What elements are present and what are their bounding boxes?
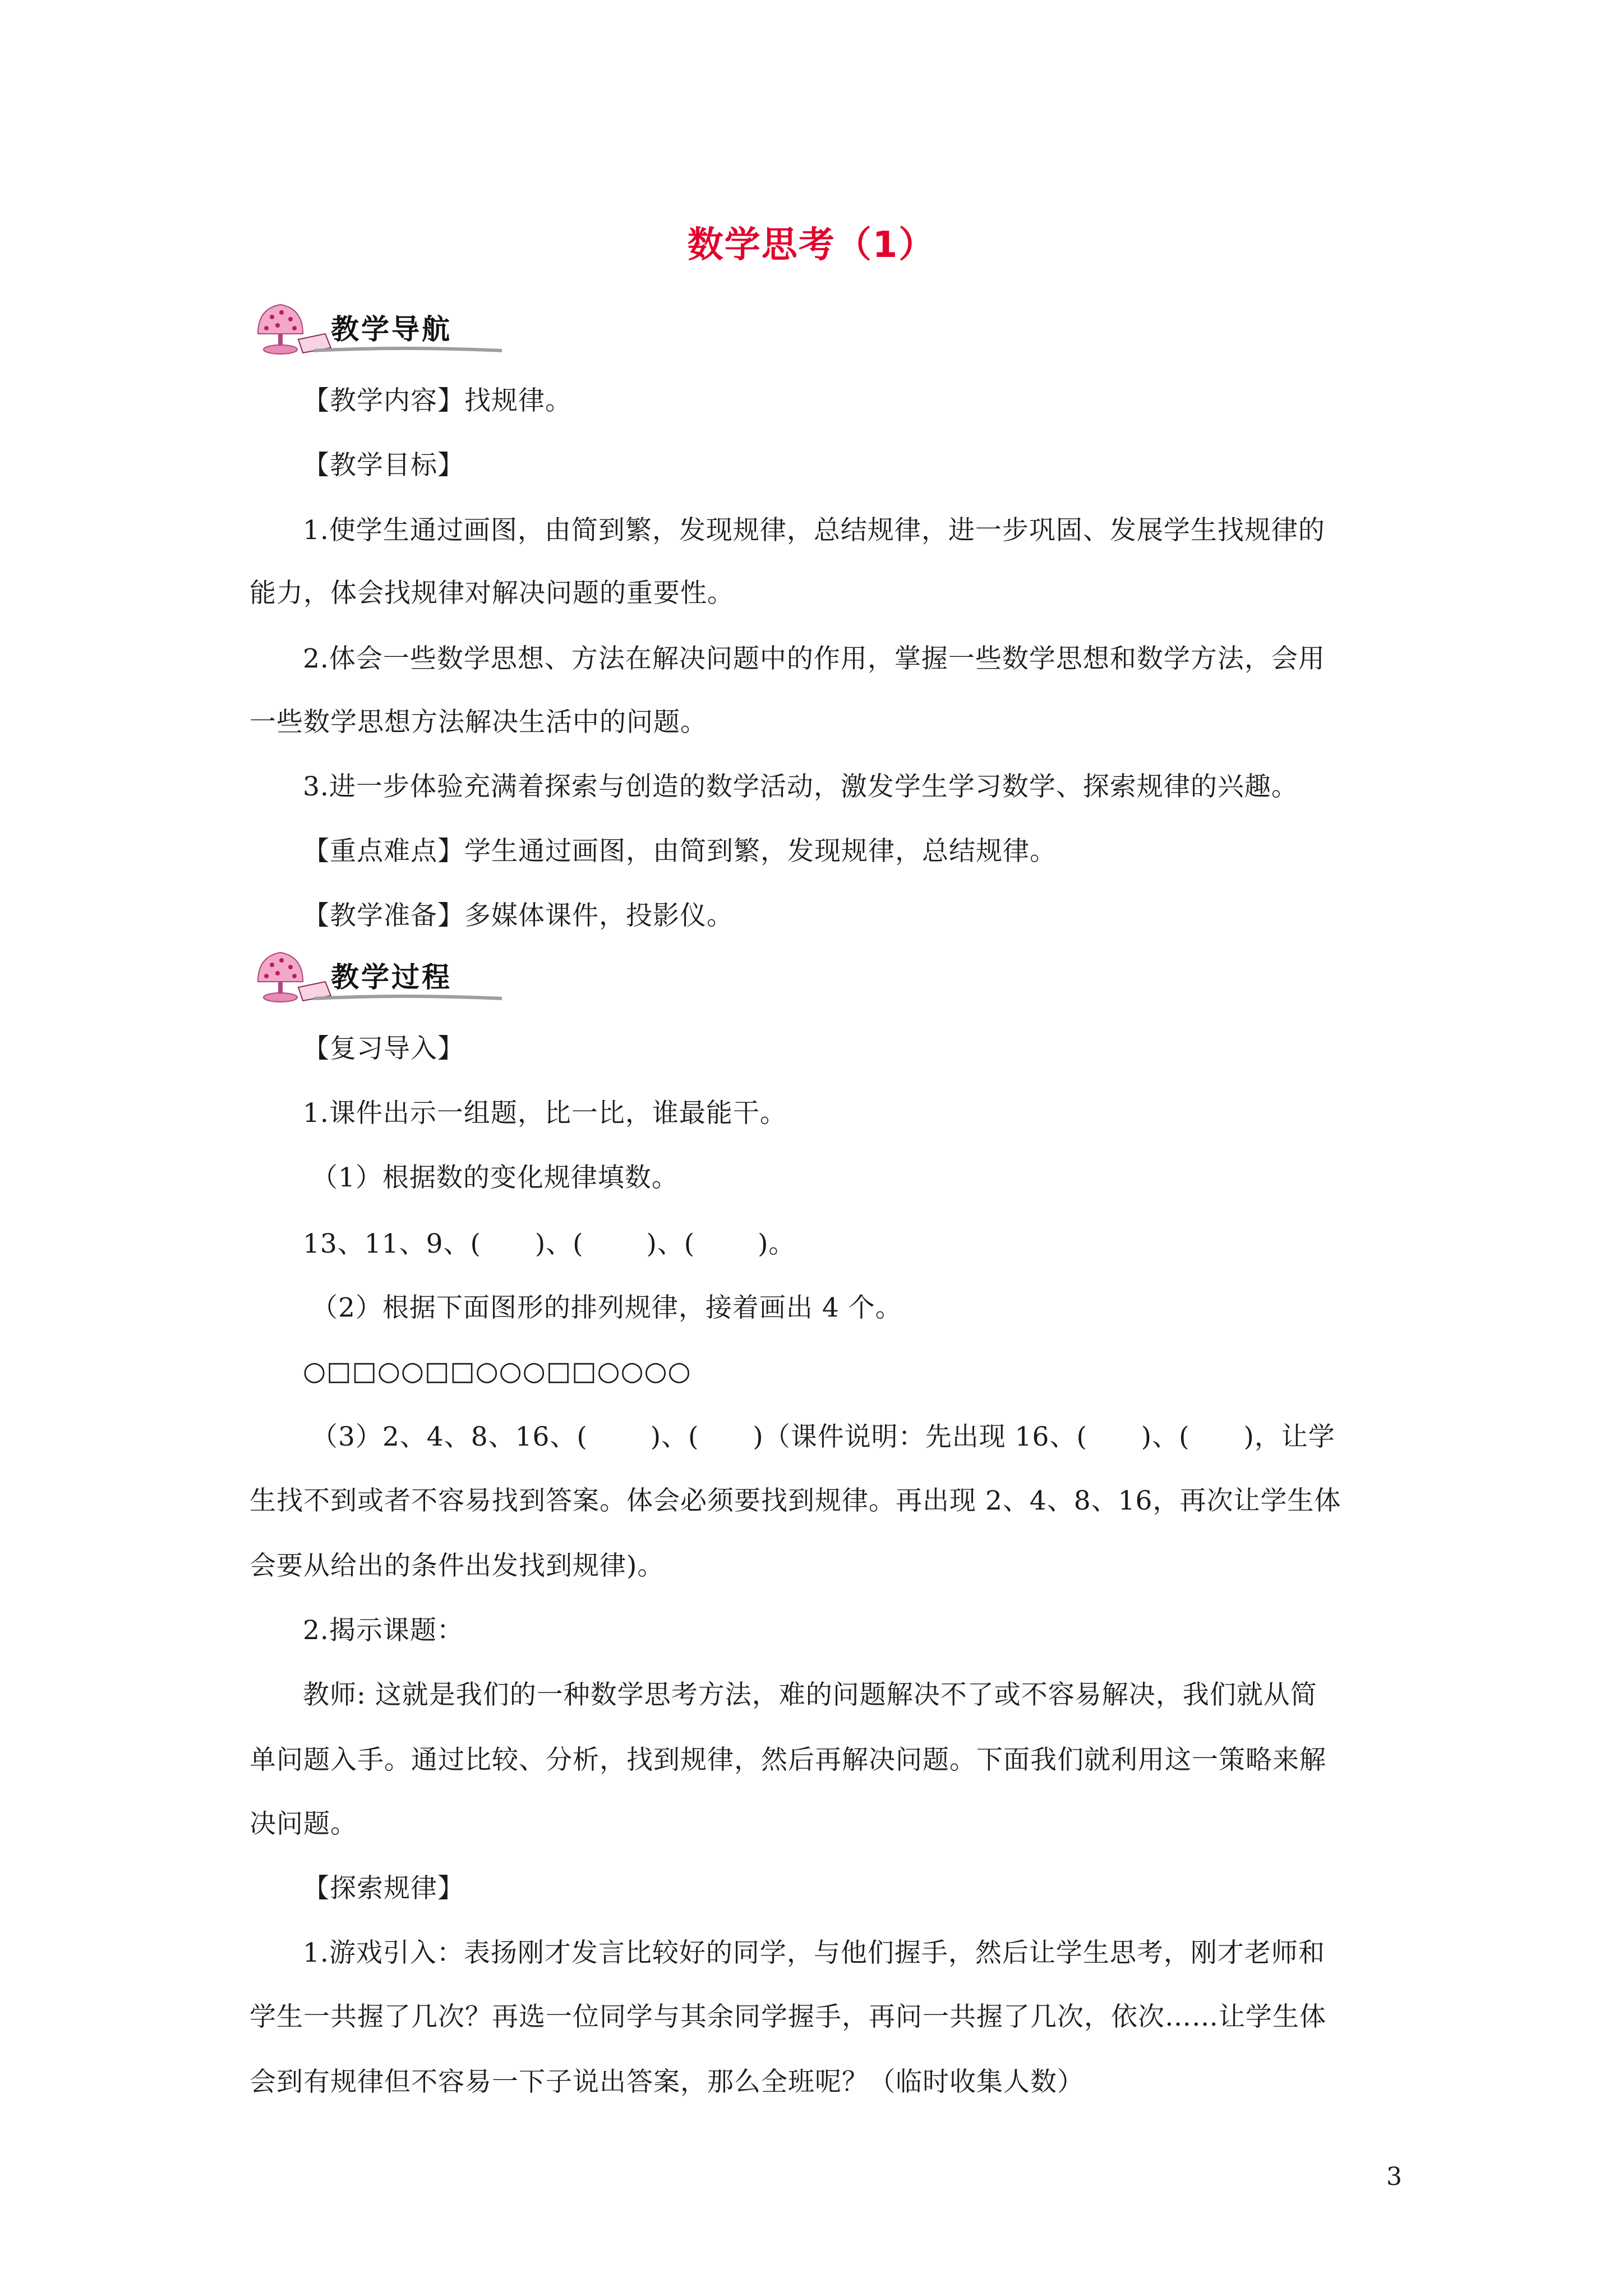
text-line: （2）根据下面图形的排列规律，接着画出 4 个。 bbox=[311, 1292, 902, 1323]
text-line: 会到有规律但不容易一下子说出答案，那么全班呢？（临时收集人数） bbox=[250, 2067, 1084, 2097]
text-line: 【复习导入】 bbox=[303, 1033, 464, 1064]
text-line: 3.进一步体验充满着探索与创造的数学活动，激发学生学习数学、探索规律的兴趣。 bbox=[303, 771, 1298, 802]
text-line: （3）2、4、8、16、( )、( )（课件说明：先出现 16、( )、( )，让学 bbox=[311, 1421, 1335, 1452]
text-line: 会要从给出的条件出发找到规律)。 bbox=[250, 1550, 665, 1581]
text-line: （1）根据数的变化规律填数。 bbox=[311, 1162, 679, 1193]
section-header-teaching-process bbox=[247, 942, 505, 1010]
text-line: 1.游戏引入：表扬刚才发言比较好的同学，与他们握手，然后让学生思考，刚才老师和 bbox=[303, 1938, 1325, 1968]
text-line: 【教学准备】多媒体课件，投影仪。 bbox=[303, 900, 734, 931]
text-line: 单问题入手。通过比较、分析，找到规律，然后再解决问题。下面我们就利用这一策略来解 bbox=[250, 1745, 1326, 1775]
text-line: 【探索规律】 bbox=[303, 1873, 464, 1904]
page-number: 3 bbox=[1386, 2162, 1402, 2191]
section-header-teaching-guide bbox=[247, 295, 505, 362]
shape-sequence: ○□□○○□□○○○□□○○○○ bbox=[303, 1356, 691, 1387]
text-line: 教师: 这就是我们的一种数学思考方法，难的问题解决不了或不容易解决，我们就从简 bbox=[303, 1680, 1317, 1710]
section-label: 教学过程 bbox=[331, 961, 452, 993]
text-line: 【教学内容】找规律。 bbox=[303, 385, 572, 416]
text-line: 学生一共握了几次？再选一位同学与其余同学握手，再问一共握了几次，依次……让学生体 bbox=[250, 2001, 1326, 2032]
page-title: 数学思考（1） bbox=[687, 224, 936, 266]
text-line: 13、11、9、( )、( )、( )。 bbox=[303, 1228, 796, 1259]
text-line: 1.课件出示一组题，比一比，谁最能干。 bbox=[303, 1098, 787, 1129]
text-line: 一些数学思想方法解决生活中的问题。 bbox=[250, 707, 707, 738]
text-line: 2.体会一些数学思想、方法在解决问题中的作用，掌握一些数学思想和数学方法，会用 bbox=[303, 643, 1325, 674]
section-label: 教学导航 bbox=[331, 313, 452, 346]
text-line: 【教学目标】 bbox=[303, 450, 464, 481]
text-line: 1.使学生通过画图，由简到繁，发现规律，总结规律，进一步巩固、发展学生找规律的 bbox=[303, 515, 1325, 546]
text-line: 能力，体会找规律对解决问题的重要性。 bbox=[250, 578, 734, 609]
text-line: 生找不到或者不容易找到答案。体会必须要找到规律。再出现 2、4、8、16，再次让学生体 bbox=[250, 1485, 1341, 1516]
text-line: 【重点难点】学生通过画图，由简到繁，发现规律，总结规律。 bbox=[303, 836, 1057, 867]
text-line: 2.揭示课题： bbox=[303, 1615, 464, 1646]
text-line: 决问题。 bbox=[250, 1809, 357, 1839]
